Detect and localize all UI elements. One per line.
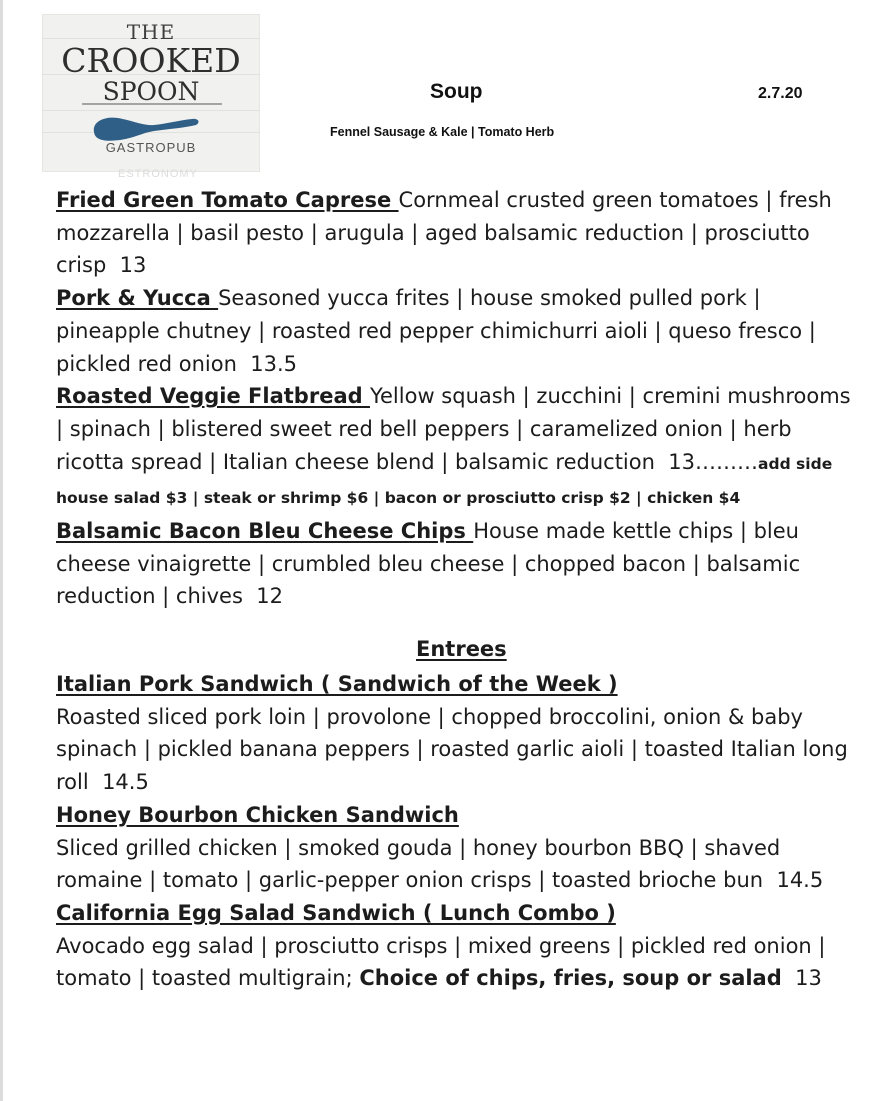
logo-ghost-text: ESTRONOMY [118, 168, 198, 180]
dish-price: 14.5 [776, 868, 824, 893]
dish-description: Sliced grilled chicken | smoked gouda | honey bourbon BBQ | shaved romaine | tomato | garlic-pepper onion crisps | toasted brioche bun [56, 835, 781, 893]
entrees-heading: Entrees [416, 637, 507, 661]
menu-date: 2.7.20 [758, 85, 803, 102]
dish-price: 13……… [668, 449, 759, 474]
dish-price: 14.5 [102, 770, 149, 795]
dish-price: 12 [256, 584, 284, 609]
dish-description: Roasted sliced pork loin | provolone | chopped broccolini, onion & baby spinach | pickled banana peppers | roasted garlic aioli | toasted Italian long roll [56, 704, 848, 795]
dish-description: Yellow squash | zucchini | cremini mushrooms | spinach | blistered sweet red bell peppers | caramelized onion | herb ricotta spread | Italian cheese blend | balsamic reduction [56, 384, 851, 474]
logo-gastropub-text: GASTROPUB [105, 140, 197, 155]
logo-the-text: THE [126, 20, 176, 44]
logo-spoon-text: SPOON [102, 77, 200, 106]
soup-list: Fennel Sausage & Kale | Tomato Herb [330, 125, 555, 139]
starters-section [56, 184, 860, 613]
menu-item [56, 184, 860, 282]
dish-name: Balsamic Bacon Bleu Cheese Chips [56, 519, 474, 544]
menu-item [56, 668, 860, 799]
menu-item [56, 897, 860, 995]
logo-crooked-text: CROOKED [61, 41, 241, 80]
dish-price: 13.5 [250, 351, 298, 376]
dish-price: 13 [795, 966, 822, 991]
dish-name: Pork & Yucca [56, 286, 219, 311]
dish-name: Honey Bourbon Chicken Sandwich [56, 802, 459, 827]
dish-description: Seasoned yucca frites | house smoked pulled pork | pineapple chutney | roasted red pepper chimichurri aioli | queso fresco | pickled red onion [56, 286, 816, 376]
addon-options: add side house salad $3 | steak or shrimp $6 | bacon or prosciutto crisp $2 | chicken $4 [56, 454, 833, 508]
dish-name: Italian Pork Sandwich ( Sandwich of the Week ) [56, 672, 618, 696]
dish-name: Fried Green Tomato Caprese [56, 188, 399, 212]
menu-item [56, 799, 860, 897]
dish-description: Avocado egg salad | prosciutto crisps | mixed greens | pickled red onion | tomato | toasted multigrain; [56, 933, 826, 991]
dish-price: 13 [119, 253, 147, 278]
menu-item [56, 515, 860, 613]
entrees-section [56, 668, 860, 995]
dish-description: House made kettle chips | bleu cheese vinaigrette | crumbled bleu cheese | chopped bacon | balsamic reduction | chives [56, 519, 801, 609]
dish-description: Cornmeal crusted green tomatoes | fresh mozzarella | basil pesto | arugula | aged balsamic reduction | prosciutto crisp [56, 188, 832, 278]
dish-name: Roasted Veggie Flatbread [56, 384, 370, 409]
dish-name: California Egg Salad Sandwich ( Lunch Combo ) [56, 900, 616, 925]
menu-item [56, 282, 860, 380]
soup-heading: Soup [430, 80, 483, 103]
restaurant-logo [42, 14, 260, 172]
menu-item [56, 380, 860, 515]
page-left-edge [0, 0, 3, 1101]
combo-note: Choice of chips, fries, soup or salad [359, 966, 782, 991]
